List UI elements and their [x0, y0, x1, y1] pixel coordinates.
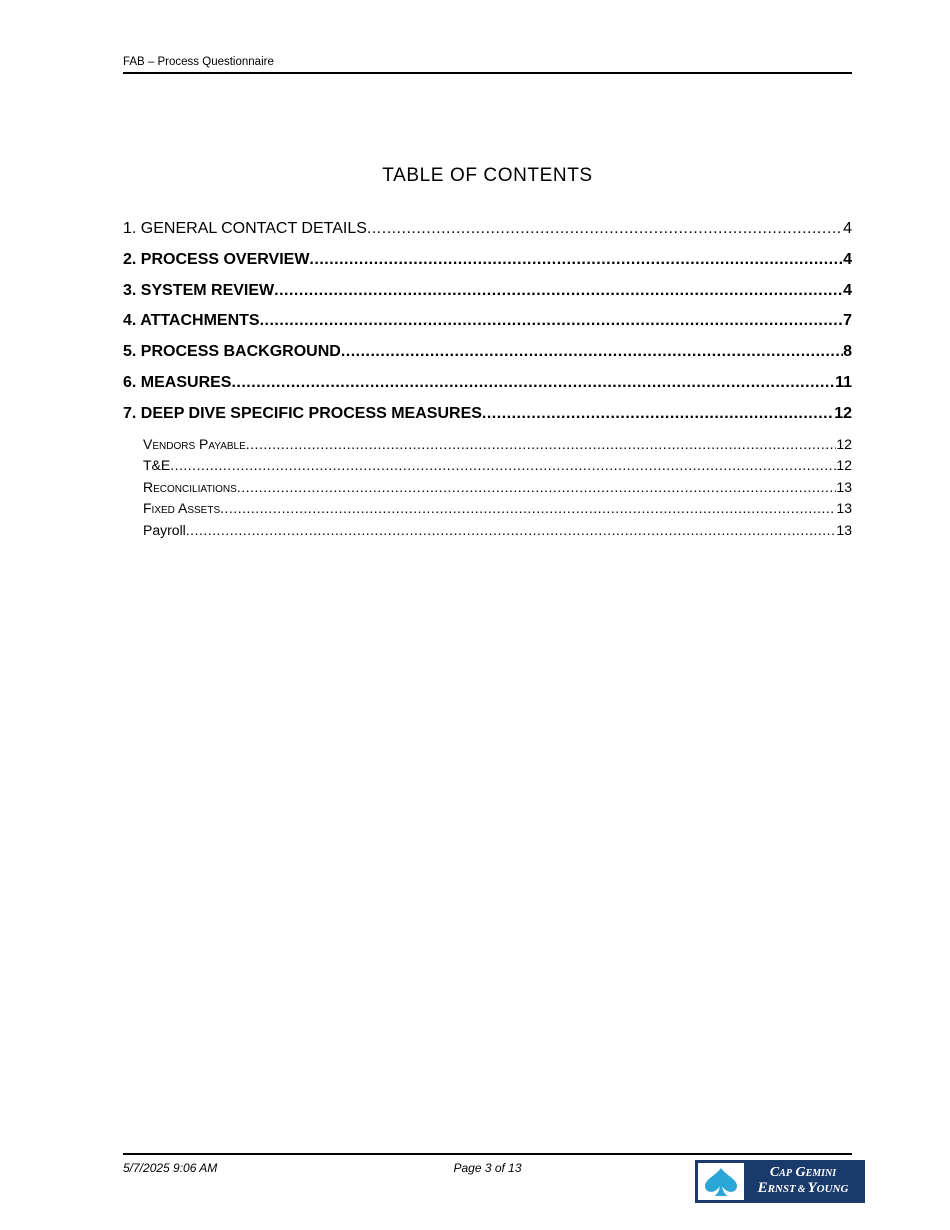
toc-entry[interactable]	[123, 434, 852, 456]
toc-leader-dots	[367, 214, 843, 245]
toc-entry-page: 4	[843, 250, 852, 268]
toc-leader-dots	[341, 337, 843, 368]
toc-list	[123, 214, 852, 541]
logo-line-1: Cap Gemini	[769, 1165, 837, 1181]
toc-entry-label: 5. PROCESS BACKGROUND	[123, 343, 341, 361]
toc-entry-page: 12	[836, 435, 852, 452]
toc-entry[interactable]	[123, 306, 852, 337]
toc-entry[interactable]	[123, 214, 852, 245]
toc-entry-page: 13	[836, 500, 852, 517]
toc-leader-dots	[246, 434, 837, 456]
toc-leader-dots	[186, 520, 837, 542]
toc-entry[interactable]	[123, 399, 852, 430]
toc-entry-page: 13	[836, 478, 852, 495]
toc-entry[interactable]	[123, 368, 852, 399]
toc-title: TABLE OF CONTENTS	[382, 165, 593, 186]
toc-entry-label: Payroll	[143, 521, 186, 538]
toc-entry[interactable]	[123, 337, 852, 368]
spade-icon	[701, 1166, 741, 1198]
toc-entry-label: 7. DEEP DIVE SPECIFIC PROCESS MEASURES	[123, 404, 482, 422]
toc-entry[interactable]	[123, 245, 852, 276]
logo-text	[744, 1163, 862, 1200]
toc-leader-dots	[274, 276, 843, 307]
toc-entry-label: Reconciliations	[143, 478, 237, 495]
page-header	[123, 55, 852, 74]
toc-entry-page: 7	[843, 312, 852, 330]
toc-entry-label: 6. MEASURES	[123, 373, 232, 391]
toc-entry-page: 12	[836, 457, 852, 474]
toc-entry-label: 1. GENERAL CONTACT DETAILS	[123, 220, 367, 237]
toc-leader-dots	[231, 368, 835, 399]
logo-line-2	[758, 1181, 849, 1197]
toc-entry-label: 2. PROCESS OVERVIEW	[123, 250, 310, 268]
toc-entry-page: 8	[843, 343, 852, 361]
footer-timestamp: 5/7/2025 9:06 AM	[123, 1161, 218, 1175]
company-logo	[695, 1160, 865, 1203]
toc-entry[interactable]	[123, 498, 852, 520]
toc-entry-label: Fixed Assets	[143, 500, 221, 517]
toc-entry-page: 12	[834, 404, 852, 422]
toc-entry-page: 13	[836, 521, 852, 538]
toc-entry-label: 4. ATTACHMENTS	[123, 312, 260, 330]
footer-page-label: Page 3 of 13	[453, 1161, 522, 1175]
toc-entry-page: 4	[843, 220, 852, 237]
toc-entry-label: Vendors Payable	[143, 435, 246, 452]
toc-leader-dots	[170, 455, 836, 477]
toc-entry[interactable]	[123, 520, 852, 542]
toc-leader-dots	[482, 399, 834, 430]
toc-leader-dots	[309, 245, 843, 276]
header-title: FAB – Process Questionnaire	[123, 56, 274, 68]
logo-line2-pre: Ernst	[757, 1179, 796, 1196]
logo-line2-post: Young	[807, 1179, 849, 1196]
toc-entry-page: 11	[835, 373, 852, 391]
toc-entry-page: 4	[843, 281, 852, 299]
toc-leader-dots	[237, 477, 837, 499]
toc-entry[interactable]	[123, 276, 852, 307]
logo-ampersand: &	[797, 1183, 806, 1195]
toc-entry[interactable]	[123, 455, 852, 477]
logo-spade-box	[698, 1163, 744, 1200]
toc-entry[interactable]	[123, 477, 852, 499]
toc-leader-dots	[220, 498, 836, 520]
toc-entry-label: 3. SYSTEM REVIEW	[123, 281, 275, 299]
toc-entry-label: T&E	[143, 457, 171, 474]
toc-leader-dots	[260, 306, 844, 337]
